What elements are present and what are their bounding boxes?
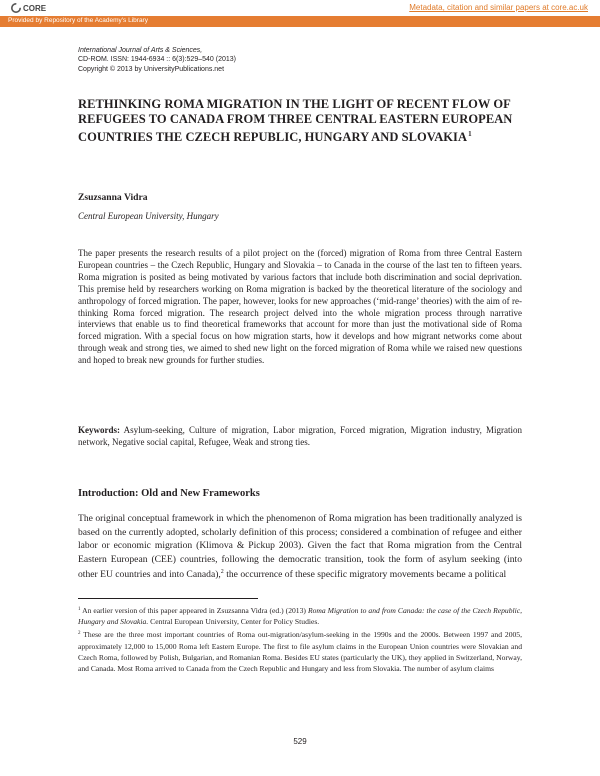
author-affiliation: Central European University, Hungary: [78, 211, 219, 221]
journal-issn: CD-ROM. ISSN: 1944-6934 :: 6(3):529–540 (2013): [78, 56, 236, 64]
keywords: [78, 425, 522, 449]
footnote-1-text: An earlier version of this paper appeared in Zsuzsanna Vidra (ed.) (2013): [80, 606, 308, 615]
footnotes: [78, 604, 522, 675]
body-footnote-mark[interactable]: 2: [220, 569, 224, 576]
core-logo[interactable]: [10, 2, 46, 14]
footnote-1: [78, 604, 522, 627]
provided-by-bar: [0, 16, 600, 27]
core-header-bar: [0, 0, 600, 16]
footnote-2-mark: 2: [78, 631, 81, 637]
core-logo-icon: [10, 2, 22, 14]
page-number: 529: [293, 737, 307, 746]
journal-copyright: Copyright © 2013 by UniversityPublications.net: [78, 65, 225, 73]
keywords-list: Asylum-seeking, Culture of migration, Labor migration, Forced migration, Migration industry, Migration network, Negative social capital, Refugee, Weak and strong ties.: [78, 425, 522, 447]
paper-title-text: RETHINKING ROMA MIGRATION IN THE LIGHT OF RECENT FLOW OF REFUGEES TO CANADA FROM THREE CENTRAL EASTERN EUROPEAN COUNTRIES THE CZECH REPUBLIC, HUNGARY AND SLOVAKIA: [78, 97, 513, 144]
journal-name: International Journal of Arts & Sciences,: [78, 47, 203, 54]
footnote-1-text-after: Central European University, Center for Policy Studies.: [148, 617, 320, 627]
paper-title: [78, 97, 528, 144]
core-logo-text: CORE: [23, 3, 47, 13]
body-text-part2: the occurrence of these specific migratory movements became a political: [223, 569, 507, 581]
author-name: Zsuzsanna Vidra: [78, 192, 148, 203]
footnote-2-text: These are the three most important countries of Roma out-migration/asylum-seeking in the 1990s and the 2000s. Between 1997 and 2005, approximately 12,000 to 15,000 Roma left Eastern Europe. The first to file asylum claims in the European Union countries were Slovakian and Czech Roma, followed by Polish, Bulgarian, and Romanian Roma. Besides EU states (particularly the UK), they applied in Switzerland, Norway, and Canada. Most Roma arrived to Canada from the Czech Republic and Hungary and less from Slovakia. The number of asylum claims: [78, 630, 522, 674]
footnote-2: [78, 628, 522, 674]
footnote-1-italic: Roma Migration to and from Canada: the case of the Czech Republic, Hungary and Slovakia.: [78, 606, 522, 627]
footnote-divider: [78, 598, 258, 599]
core-metadata-link[interactable]: Metadata, citation and similar papers at core.ac.uk: [409, 3, 588, 12]
body-paragraph: [78, 512, 522, 582]
body-text-part1: The original conceptual framework in which the phenomenon of Roma migration has been traditionally analyzed is based on the currently adopted, scholarly definition of this process; considered a combination of refugee and either labor or economic migration (Klimova & Pickup 2003). Given the fact that Roma migration from the Central Eastern European (CEE) countries, following the democratic transition, took the form of asylum seeking (into other EU countries and into Canada),: [78, 513, 522, 581]
journal-info: [78, 46, 236, 74]
section-title: Introduction: Old and New Frameworks: [78, 488, 260, 499]
abstract: The paper presents the research results of a pilot project on the (forced) migration of Roma from three Central Eastern European countries – the Czech Republic, Hungary and Slovakia – to Canada in the course of the last ten to fifteen years. Roma migration is posited as being motivated by various factors that include both discrimination and social deprivation. This premise held by researchers working on Roma migration is backed by the theoretical literature of the sociology and anthropology of forced migration. The paper, however, looks for new approaches (‘mid-range’ theories) with the aim of re-thinking Roma forced migration. The research project delved into the whole migration process through narrative interviews that enable us to find theoretical frameworks that account for more than just the motivational side of Roma forced migration. With a special focus on how migration starts, how it develops and how migrant networks come about through weak and strong ties, we aimed to shed new light on the forced migration of Roma while we raised new questions and hoped to break new grounds for further studies.: [78, 248, 522, 366]
title-footnote-mark[interactable]: 1: [468, 129, 472, 138]
footnote-1-mark: 1: [78, 607, 81, 612]
keywords-label: Keywords:: [78, 425, 120, 435]
provided-by-text: Provided by Repository of the Academy's Library: [8, 17, 148, 24]
